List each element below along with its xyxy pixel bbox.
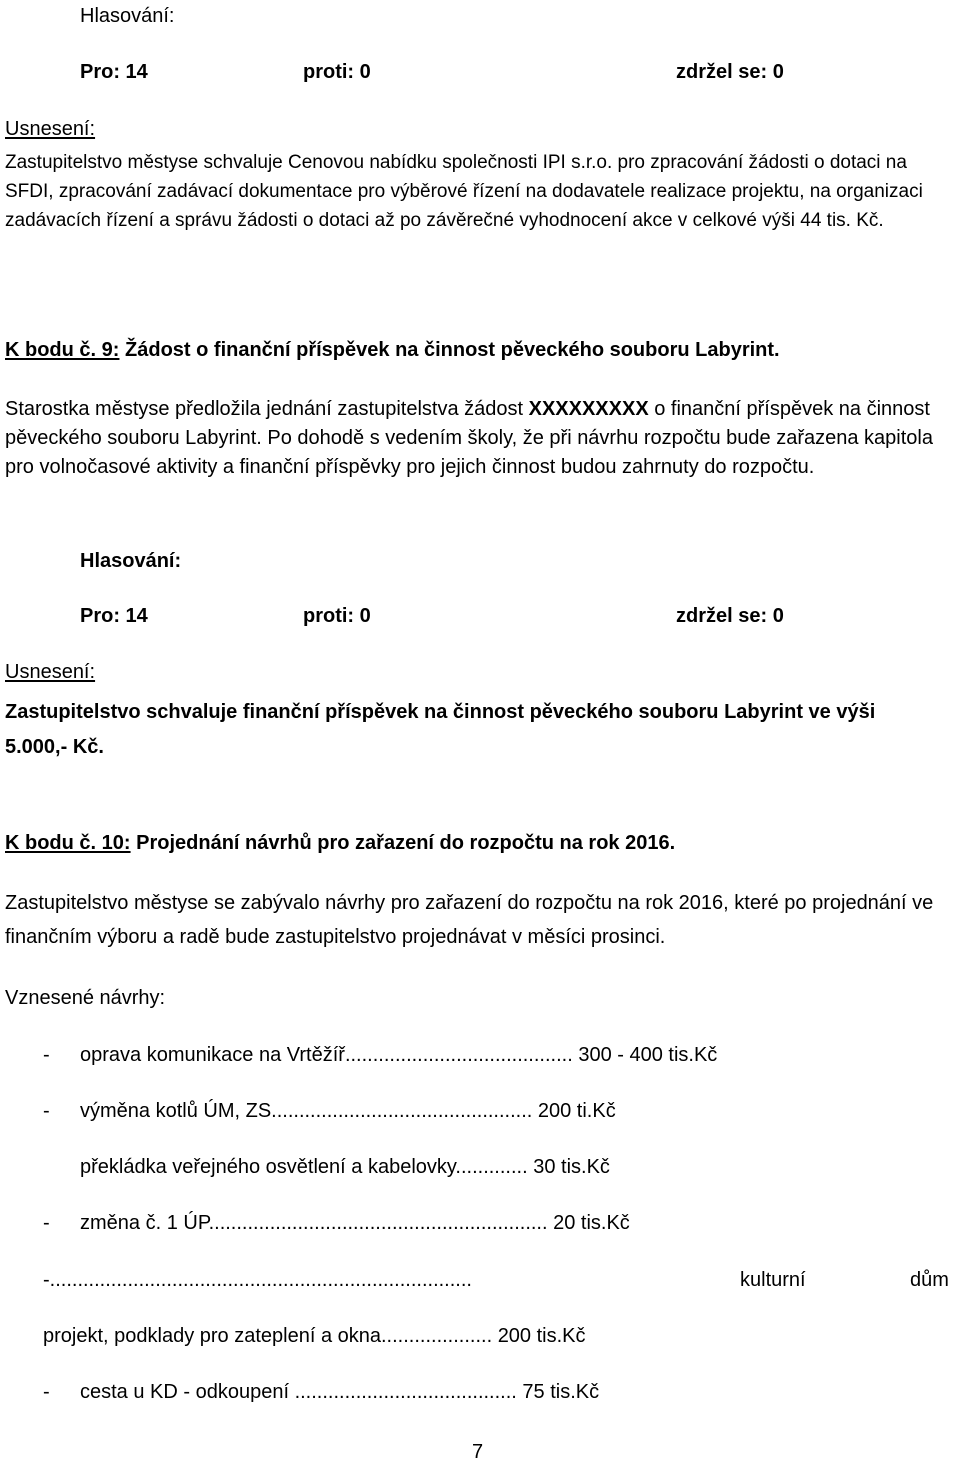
proposal-text: překládka veřejného osvětlení a kabelovky............. 30 tis.Kč [80, 1156, 610, 1178]
proposal-text: výměna kotlů ÚM, ZS............................................... 200 ti.Kč [80, 1100, 616, 1122]
proposal-text: změna č. 1 ÚP............................................................. 20 tis.Kč [80, 1212, 630, 1234]
vote2-pro: Pro: 14 [80, 605, 148, 627]
proposal-dash: - [43, 1212, 50, 1234]
item10-title: Projednání návrhů pro zařazení do rozpočtu na rok 2016. [136, 832, 676, 854]
item9-text-after: o finanční příspěvek na činnost pěveckého souboru Labyrint. Po dohodě s vedením školy, že při návrhu rozpočtu bude zařazena kapitola pro volnočasové aktivity a finanční příspěvky pro jejich činnost budou zahrnuty do rozpočtu. [5, 398, 933, 478]
vote1-zdrzel: zdržel se: 0 [676, 61, 784, 83]
proposal-text: oprava komunikace na Vrtěžíř......................................... 300 - 400 tis.Kč [80, 1044, 718, 1066]
vote2-proti: proti: 0 [303, 605, 371, 627]
resolution2-line2: 5.000,- Kč. [5, 736, 104, 758]
item10-prefix: K bodu č. 10: [5, 832, 131, 854]
proposal-dash: - [43, 1100, 50, 1122]
proposal-wrapped-dots: -............................................................................ [43, 1269, 472, 1291]
vote1-proti: proti: 0 [303, 61, 371, 83]
vote1-pro: Pro: 14 [80, 61, 148, 83]
resolution2-line1: Zastupitelstvo schvaluje finanční příspěvek na činnost pěveckého souboru Labyrint ve výši [5, 701, 876, 723]
item9-title: Žádost o finanční příspěvek na činnost pěveckého souboru Labyrint. [125, 339, 780, 361]
page-number: 7 [472, 1441, 484, 1463]
proposal-item [43, 1100, 616, 1122]
item9-redacted-name: XXXXXXXXX [528, 398, 649, 420]
vote2-heading: Hlasování: [80, 550, 182, 572]
proposal-item [43, 1381, 600, 1403]
item9-text [5, 395, 956, 482]
vote2-zdrzel: zdržel se: 0 [676, 605, 784, 627]
proposals-label: Vznesené návrhy: [5, 987, 166, 1009]
resolution1-text: Zastupitelstvo městyse schvaluje Cenovou nabídku společnosti IPI s.r.o. pro zpracování žádosti o dotaci na SFDI, zpracování zadávací dokumentace pro výběrové řízení na dodavatele realizace projektu, na organizaci zadávacích řízení a správu žádosti o dotaci až po závěrečné vyhodnocení akce v celkové výši 44 tis. Kč. [5, 152, 923, 231]
proposal-text: cesta u KD - odkoupení ........................................ 75 tis.Kč [80, 1381, 600, 1403]
proposal-dash: - [43, 1044, 50, 1066]
vote1-heading: Hlasování: [80, 5, 175, 27]
item9-heading [5, 340, 780, 360]
proposal-wrapped-word1: kulturní [740, 1269, 806, 1291]
proposal-item [43, 1044, 718, 1066]
proposal-wrapped-word2: dům [910, 1269, 949, 1291]
resolution2-label: Usnesení: [5, 661, 96, 683]
item9-prefix: K bodu č. 9: [5, 339, 120, 361]
item10-heading [5, 833, 675, 853]
proposal-item [43, 1212, 630, 1234]
item9-text-before: Starostka městyse předložila jednání zastupitelstva žádost [5, 398, 529, 420]
resolution1-label: Usnesení: [5, 118, 96, 140]
proposal-dash: - [43, 1381, 50, 1403]
proposal-wrapped-line2: projekt, podklady pro zateplení a okna.................... 200 tis.Kč [43, 1325, 586, 1347]
item10-text: Zastupitelstvo městyse se zabývalo návrhy pro zařazení do rozpočtu na rok 2016, které po projednání ve finančním výboru a radě bude zastupitelstvo projednávat v měsíci prosinci. [5, 892, 934, 948]
